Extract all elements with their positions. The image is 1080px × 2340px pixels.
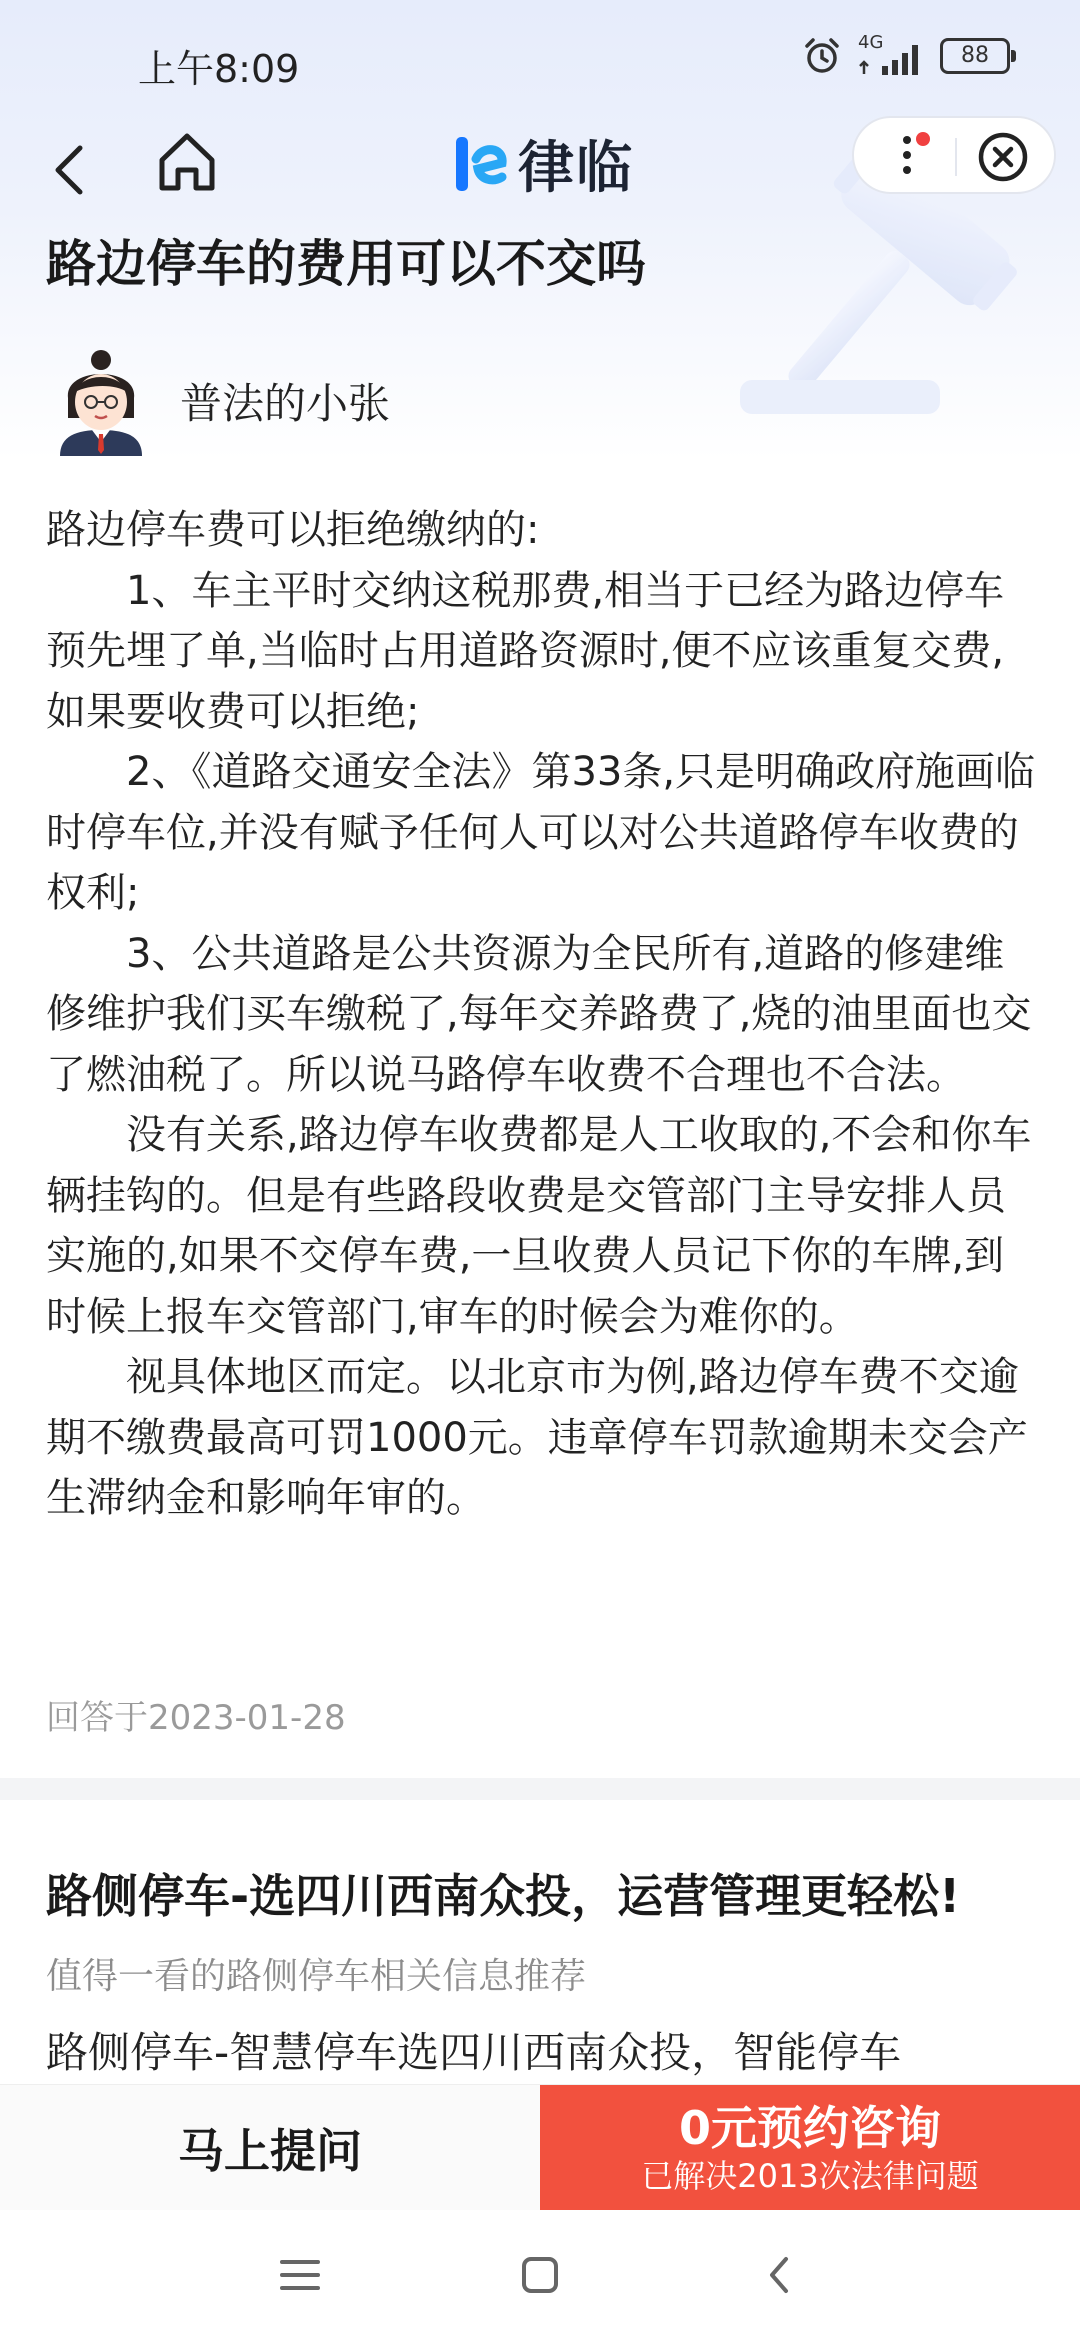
logo-mark-icon: [452, 133, 508, 195]
status-time: 上午8:09: [138, 47, 300, 91]
author-row[interactable]: [46, 346, 390, 456]
book-consult-button[interactable]: [540, 2085, 1080, 2211]
notification-dot: [916, 132, 930, 146]
recommend-text[interactable]: 路侧停车-智慧停车选四川西南众投，智能停车: [46, 2028, 902, 2077]
article-title: 路边停车的费用可以不交吗: [46, 235, 646, 293]
article-paragraph: 路边停车费可以拒绝缴纳的:: [46, 507, 540, 553]
home-square-icon[interactable]: [510, 2245, 570, 2305]
mini-program-capsule: [852, 116, 1056, 194]
recommend-title[interactable]: 路侧停车-选四川西南众投，运营管理更轻松!: [46, 1869, 961, 1923]
section-divider: [0, 1778, 1080, 1800]
menu-icon[interactable]: [270, 2245, 330, 2305]
logo-text: 律临: [518, 136, 634, 201]
alarm-icon: [802, 36, 842, 76]
article-paragraph: 2、《道路交通安全法》第33条,只是明确政府施画临时停车位,并没有赋予任何人可以对公共道路停车收费的权利;: [46, 749, 1036, 916]
back-arrow-icon[interactable]: [40, 130, 100, 210]
battery-icon: 88: [940, 38, 1010, 74]
capsule-divider: [955, 138, 957, 176]
consult-label: 0元预约咨询: [678, 2101, 941, 2155]
article-paragraph: 视具体地区而定。以北京市为例,路边停车费不交逾期不缴费最高可罚1000元。违章停车罚款逾期未交会产生滞纳金和影响年审的。: [46, 1354, 1028, 1521]
app-header: [0, 110, 1080, 230]
signal-group: [856, 32, 926, 76]
system-nav-bar: [0, 2210, 1080, 2340]
consult-sub-label: 已解决2013次法律问题: [641, 2157, 979, 2195]
home-icon[interactable]: [152, 124, 222, 204]
app-logo: [452, 124, 634, 204]
close-circle-icon[interactable]: [976, 130, 1030, 184]
ask-question-button[interactable]: 马上提问: [178, 2124, 362, 2178]
article-content: [46, 500, 1036, 1529]
bottom-action-bar: [0, 2084, 1080, 2211]
article-paragraph: 没有关系,路边停车收费都是人工收取的,不会和你车辆挂钩的。但是有些路段收费是交管部门主导安排人员实施的,如果不交停车费,一旦收费人员记下你的车牌,到时候上报车交管部门,审车的时候会为难你的。: [46, 1112, 1032, 1340]
article-paragraph: 3、公共道路是公共资源为全民所有,道路的修建维修维护我们买车缴税了,每年交养路费了,烧的油里面也交了燃油税了。所以说马路停车收费不合理也不合法。: [46, 930, 1032, 1098]
signal-icon: [856, 36, 926, 76]
avatar[interactable]: [46, 346, 156, 456]
status-icons: [802, 32, 1010, 76]
recommend-subtitle: 值得一看的路侧停车相关信息推荐: [46, 1956, 587, 1997]
author-name: 普法的小张: [180, 379, 391, 428]
network-type: 4G: [858, 32, 884, 53]
answer-time: 回答于2023-01-28: [46, 1698, 346, 1738]
status-bar: [0, 0, 1080, 120]
article-paragraph: 1、车主平时交纳这税那费,相当于已经为路边停车预先埋了单,当临时占用道路资源时,便不应该重复交费,如果要收费可以拒绝;: [46, 567, 1005, 735]
back-triangle-icon[interactable]: [750, 2245, 810, 2305]
